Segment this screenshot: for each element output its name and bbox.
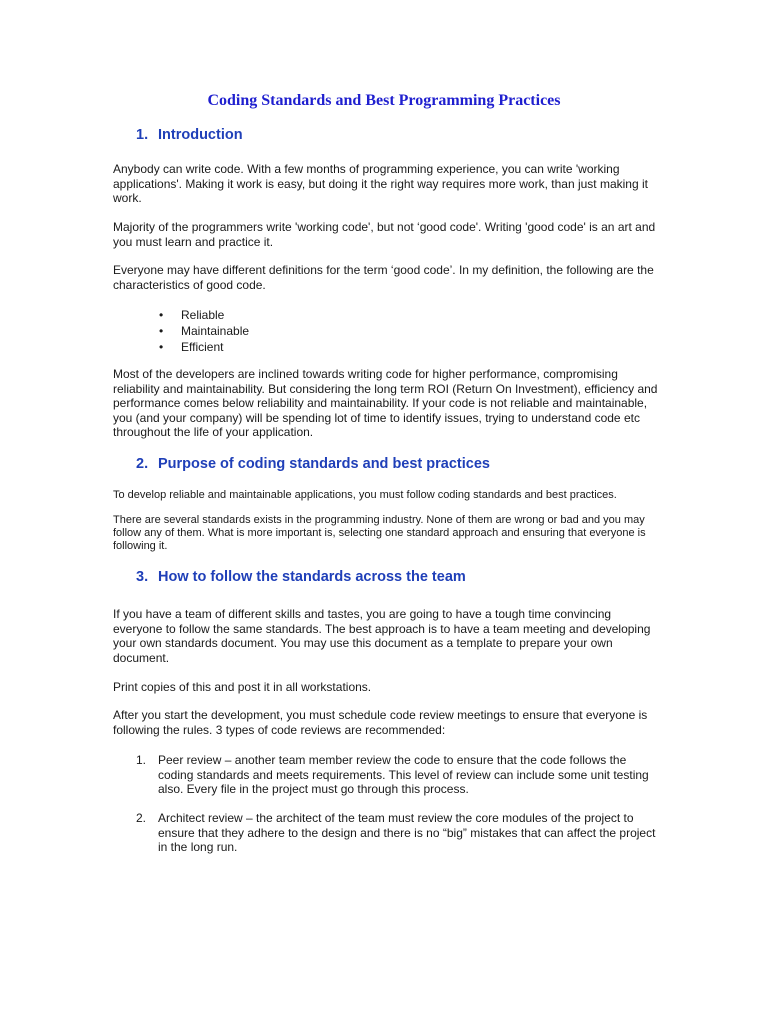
section-2-heading: [136, 456, 490, 472]
team-paragraph-2: Print copies of this and post it in all workstations.: [113, 680, 372, 694]
section-1-heading: [136, 127, 243, 143]
list-item-text: Peer review – another team member review the code to ensure that the code follows the coding standards and meets requirements. This level of review can include some unit testing also. Every file in the project must go through this process.: [158, 753, 649, 797]
list-item-number: 2.: [136, 811, 147, 825]
section-2-number: 2.: [136, 456, 149, 472]
document-title: Coding Standards and Best Programming Practices: [207, 92, 561, 109]
section-2-title: Purpose of coding standards and best practices: [158, 456, 490, 472]
section-1-number: 1.: [136, 127, 149, 143]
section-3-number: 3.: [136, 569, 149, 585]
intro-paragraph-4: Most of the developers are inclined towards writing code for higher performance, compromising reliability and maintainability. But considering the long term ROI (Return On Investment), efficiency and performance comes below reliability and maintainability. If your code is not reliable and maintainable, you (and your company) will be spending lot of time to identify issues, trying to understand code etc throughout the life of your application.: [113, 367, 658, 440]
purpose-paragraph-1: To develop reliable and maintainable applications, you must follow coding standards and best practices.: [113, 489, 617, 501]
list-item: • Reliable: [159, 307, 249, 323]
team-paragraph-3: After you start the development, you must schedule code review meetings to ensure that everyone is following the rules. 3 types of code reviews are recommended:: [113, 708, 648, 737]
section-3-title: How to follow the standards across the team: [158, 569, 466, 585]
section-3-heading: [136, 569, 466, 585]
list-item: [136, 753, 656, 797]
team-paragraph-1: If you have a team of different skills and tastes, you are going to have a tough time convincing everyone to follow the same standards. The best approach is to have a team meeting and developing your own standards document. You may use this document as a template to prepare your own document.: [113, 607, 651, 665]
list-item-number: 1.: [136, 753, 147, 767]
section-1-title: Introduction: [158, 127, 243, 143]
purpose-paragraph-2: There are several standards exists in the programming industry. None of them are wrong or bad and you may follow any of them. What is more important is, selecting one standard approach and ensuring that everyone is following it.: [113, 514, 646, 553]
intro-paragraph-3: Everyone may have different definitions for the term ‘good code’. In my definition, the following are the characteristics of good code.: [113, 263, 654, 292]
list-item: • Maintainable: [159, 323, 249, 339]
intro-paragraph-1: Anybody can write code. With a few months of programming experience, you can write 'working applications'. Making it work is easy, but doing it the right way requires more work, than just making it work.: [113, 162, 648, 206]
list-item: • Efficient: [159, 339, 249, 355]
list-item: [136, 811, 656, 855]
intro-paragraph-2: Majority of the programmers write 'working code', but not ‘good code'. Writing 'good code' is an art and you must learn and practice it.: [113, 220, 656, 249]
list-item-text: Architect review – the architect of the team must review the core modules of the project to ensure that they adhere to the design and there is no “big” mistakes that can affect the project in the long run.: [158, 811, 656, 855]
good-code-characteristics-list: [159, 307, 249, 355]
